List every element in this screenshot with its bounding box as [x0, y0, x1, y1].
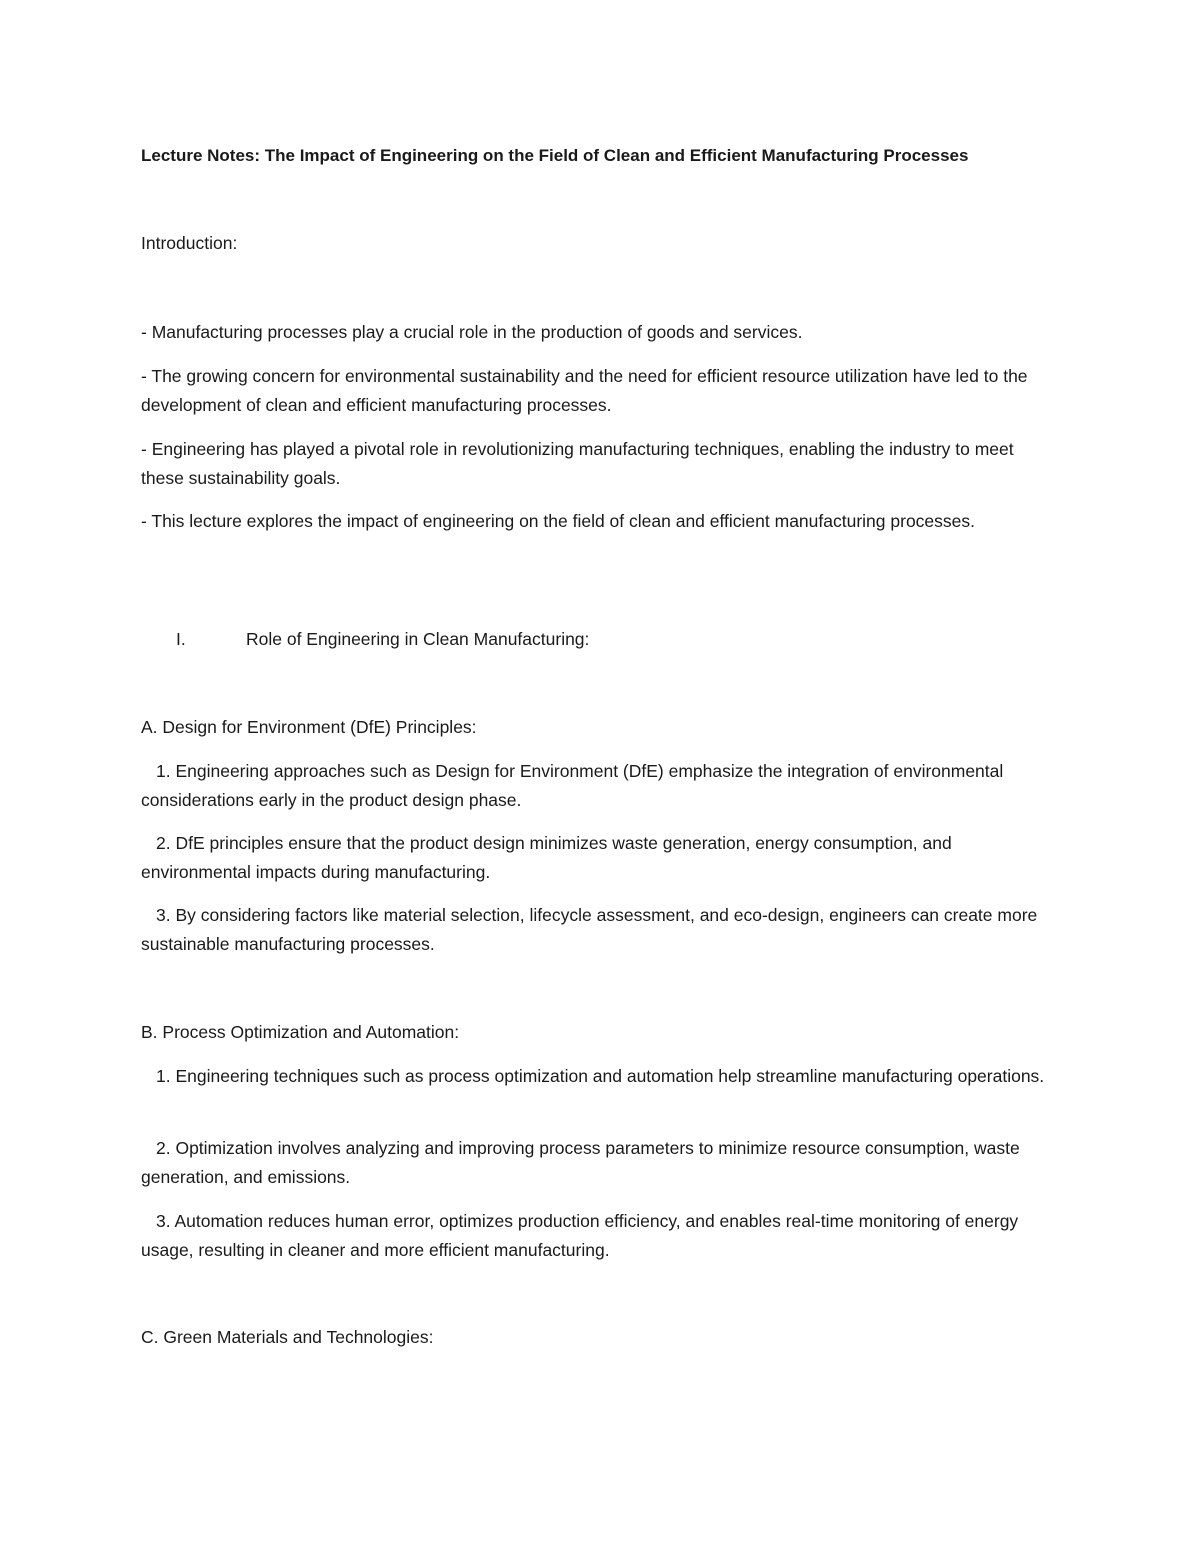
document-title: Lecture Notes: The Impact of Engineering on the Field of Clean and Efficient Manufacturing Processes: [141, 146, 969, 165]
list-item-b1: 1. Engineering techniques such as process optimization and automation help streamline manufacturing operations.: [156, 1066, 1045, 1086]
intro-point-4: - This lecture explores the impact of engineering on the field of clean and efficient manufacturing processes.: [141, 511, 976, 531]
subsection-heading-b: B. Process Optimization and Automation:: [141, 1022, 460, 1042]
list-item-a1: 1. Engineering approaches such as Design for Environment (DfE) emphasize the integration of environmental considerations early in the product design phase.: [141, 761, 1004, 810]
intro-point-2: - The growing concern for environmental sustainability and the need for efficient resource utilization have led to the development of clean and efficient manufacturing processes.: [141, 366, 1028, 415]
section-numeral: I.: [176, 629, 186, 649]
list-item-a3: 3. By considering factors like material selection, lifecycle assessment, and eco-design, engineers can create more sustainable manufacturing processes.: [141, 905, 1038, 954]
list-item-a2: 2. DfE principles ensure that the product design minimizes waste generation, energy consumption, and environmental impacts during manufacturing.: [141, 833, 952, 882]
intro-heading: Introduction:: [141, 233, 238, 253]
list-item-b2: 2. Optimization involves analyzing and improving process parameters to minimize resource consumption, waste generation, and emissions.: [141, 1138, 1020, 1187]
list-item-b3: 3. Automation reduces human error, optimizes production efficiency, and enables real-time monitoring of energy usage, resulting in cleaner and more efficient manufacturing.: [141, 1211, 1019, 1260]
subsection-heading-c: C. Green Materials and Technologies:: [141, 1327, 434, 1347]
section-title: Role of Engineering in Clean Manufacturing:: [246, 629, 590, 649]
intro-point-3: - Engineering has played a pivotal role in revolutionizing manufacturing techniques, enabling the industry to meet these sustainability goals.: [141, 439, 1014, 488]
intro-point-1: - Manufacturing processes play a crucial role in the production of goods and services.: [141, 322, 803, 342]
subsection-heading-a: A. Design for Environment (DfE) Principles:: [141, 717, 477, 737]
